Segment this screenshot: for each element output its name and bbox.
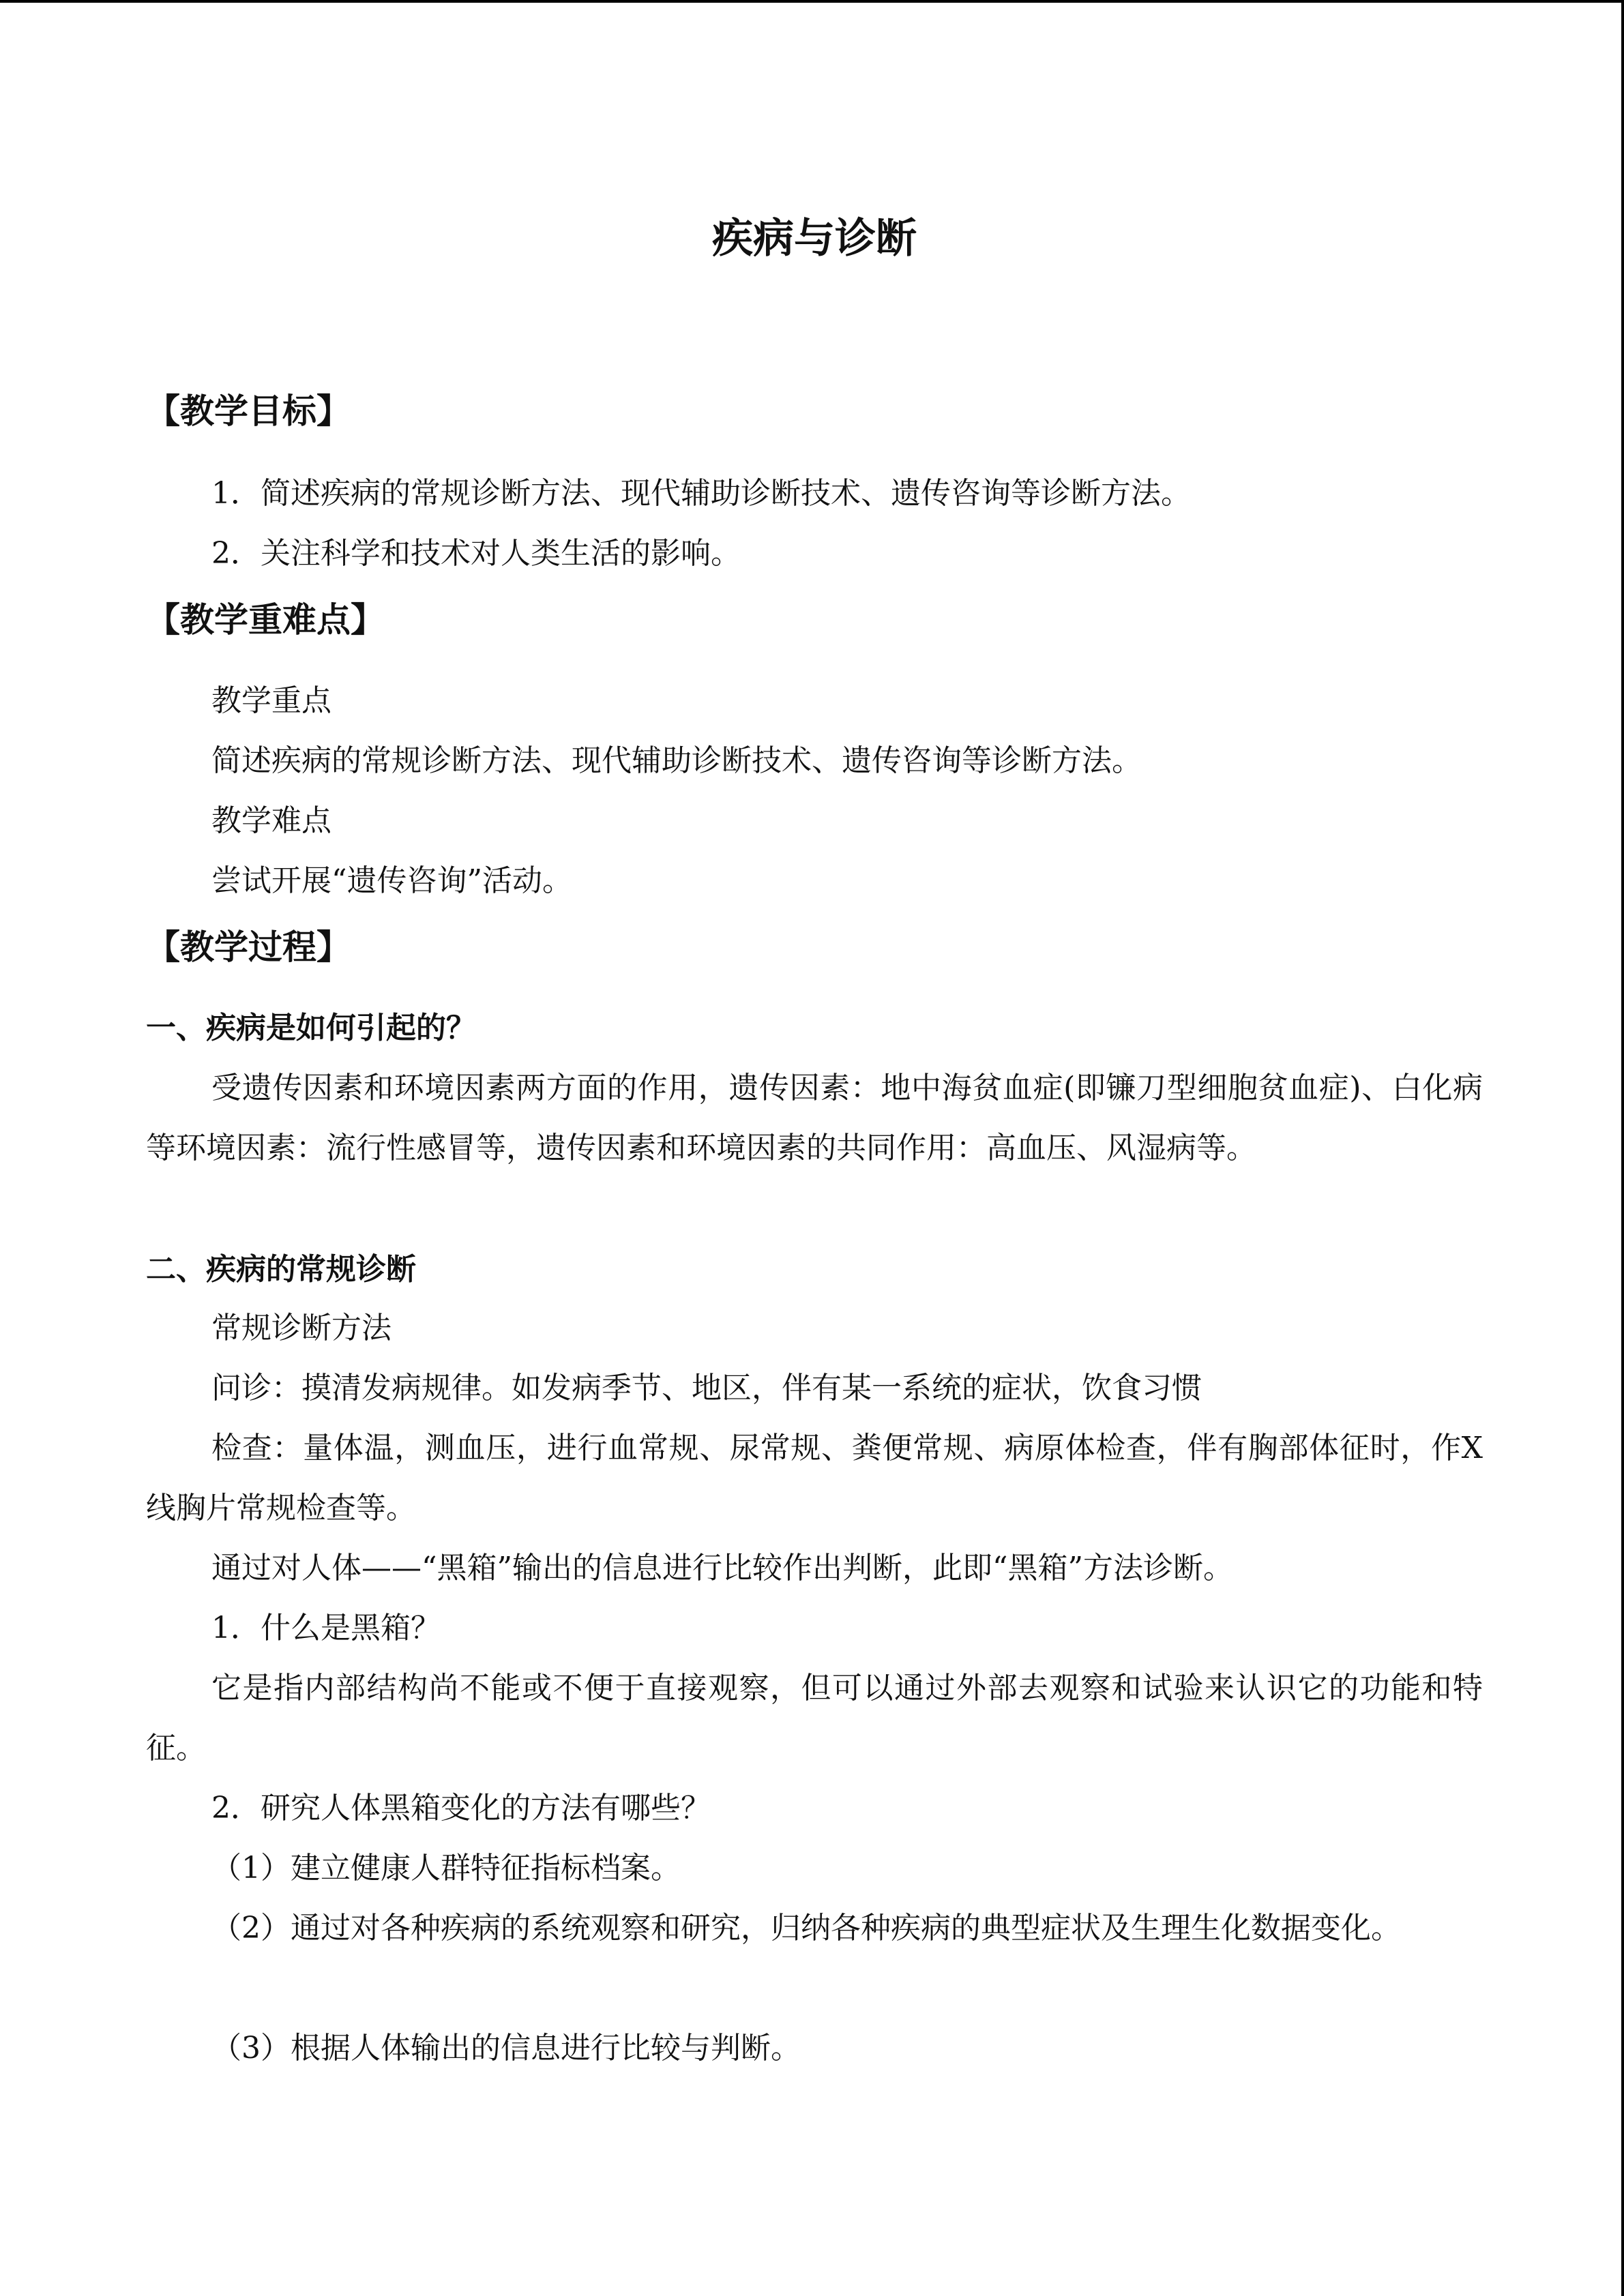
exam-text: 检查：量体温，测血压，进行血常规、尿常规、粪便常规、病原体检查，伴有胸部体征时，作X线胸片常规检查等。 <box>146 1431 1483 1525</box>
part2-heading: 二、疾病的常规诊断 <box>146 1252 416 1287</box>
method-2: （2）通过对各种疾病的系统观察和研究，归纳各种疾病的典型症状及生理生化数据变化。 <box>211 1911 1401 1945</box>
document-title: 疾病与诊断 <box>712 215 917 263</box>
section-heading-key-points: 【教学重难点】 <box>146 600 385 640</box>
part1-heading: 一、疾病是如何引起的？ <box>146 1011 476 1045</box>
key-point-text: 简述疾病的常规诊断方法、现代辅助诊断技术、遗传咨询等诊断方法。 <box>211 743 1142 778</box>
question-1: 1．什么是黑箱？ <box>211 1611 441 1645</box>
page-top-border <box>0 0 1624 3</box>
section-heading-objectives: 【教学目标】 <box>146 391 351 431</box>
difficulty-text: 尝试开展“遗传咨询”活动。 <box>211 863 572 898</box>
key-point-label: 教学重点 <box>211 683 331 718</box>
method-label: 常规诊断方法 <box>211 1311 392 1345</box>
page-right-border <box>1621 0 1624 2296</box>
blackbox-intro: 通过对人体——“黑箱”输出的信息进行比较作出判断，此即“黑箱”方法诊断。 <box>211 1551 1233 1585</box>
answer-1: 它是指内部结构尚不能或不便于直接观察，但可以通过外部去观察和试验来认识它的功能和特征。 <box>146 1671 1483 1765</box>
section-heading-process: 【教学过程】 <box>146 927 351 967</box>
objective-item-2: 2．关注科学和技术对人类生活的影响。 <box>211 536 741 571</box>
inquiry-text: 问诊：摸清发病规律。如发病季节、地区，伴有某一系统的症状，饮食习惯 <box>211 1371 1202 1405</box>
difficulty-label: 教学难点 <box>211 803 331 838</box>
part1-text: 受遗传因素和环境因素两方面的作用，遗传因素：地中海贫血症(即镰刀型细胞贫血症)、白化病等环境因素：流行性感冒等，遗传因素和环境因素的共同作用：高血压、风湿病等。 <box>146 1071 1483 1165</box>
objective-item-1: 1．简述疾病的常规诊断方法、现代辅助诊断技术、遗传咨询等诊断方法。 <box>211 476 1191 511</box>
method-3: （3）根据人体输出的信息进行比较与判断。 <box>211 2031 801 2066</box>
question-2: 2．研究人体黑箱变化的方法有哪些？ <box>211 1791 711 1825</box>
method-1: （1）建立健康人群特征指标档案。 <box>211 1851 681 1885</box>
